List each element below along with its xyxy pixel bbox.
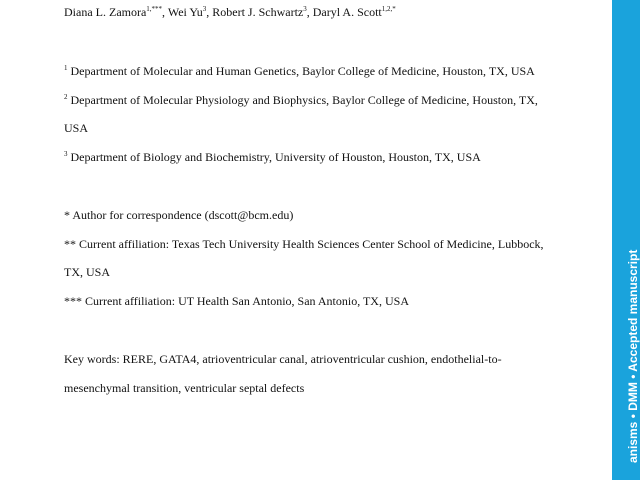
affiliation-1: [64, 64, 535, 78]
affiliation-3: [64, 150, 481, 164]
affiliation-number: 3: [64, 150, 68, 158]
author-separator: ,: [306, 5, 313, 19]
current-affiliation-note-2: *** Current affiliation: UT Health San Antonio, San Antonio, TX, USA: [64, 294, 409, 308]
affiliation-text: USA: [64, 121, 89, 135]
affiliation-2-continued: [64, 121, 88, 135]
author-name: Robert J. Schwartz: [212, 5, 304, 19]
author-affiliation-marker: 3: [303, 5, 307, 13]
author-affiliation-marker: 1,***: [146, 5, 163, 13]
journal-sidebar-banner: [612, 0, 640, 480]
correspondence-note: * Author for correspondence (dscott@bcm.edu): [64, 208, 294, 222]
affiliation-number: 2: [64, 93, 68, 101]
author-affiliation-marker: 3: [202, 5, 207, 13]
affiliation-number: 1: [64, 64, 68, 72]
keywords-continued: mesenchymal transition, ventricular septal defects: [64, 381, 305, 395]
author-name: Daryl A. Scott: [312, 5, 382, 19]
current-affiliation-note: ** Current affiliation: Texas Tech University Health Sciences Center School of Medicine, Lubbock,: [64, 237, 544, 251]
affiliation-text: Department of Molecular Physiology and Biophysics, Baylor College of Medicine, Houston, TX,: [70, 93, 538, 107]
keywords: Key words: RERE, GATA4, atrioventricular canal, atrioventricular cushion, endothelial-to-: [64, 352, 502, 366]
sidebar-label: anisms • DMM • Accepted manuscript: [626, 249, 640, 463]
author-list: [64, 5, 396, 19]
affiliation-text: Department of Biology and Biochemistry, University of Houston, Houston, TX, USA: [70, 150, 481, 164]
affiliation-2: [64, 93, 538, 107]
affiliation-text: Department of Molecular and Human Genetics, Baylor College of Medicine, Houston, TX, USA: [70, 64, 535, 78]
author-affiliation-marker: 1,2,*: [381, 5, 396, 13]
current-affiliation-note-continued: TX, USA: [64, 265, 111, 279]
author-separator: ,: [206, 5, 213, 19]
author-name: Wei Yu: [167, 5, 203, 19]
author-separator: ,: [162, 5, 168, 19]
author-name: Diana L. Zamora: [64, 5, 147, 19]
